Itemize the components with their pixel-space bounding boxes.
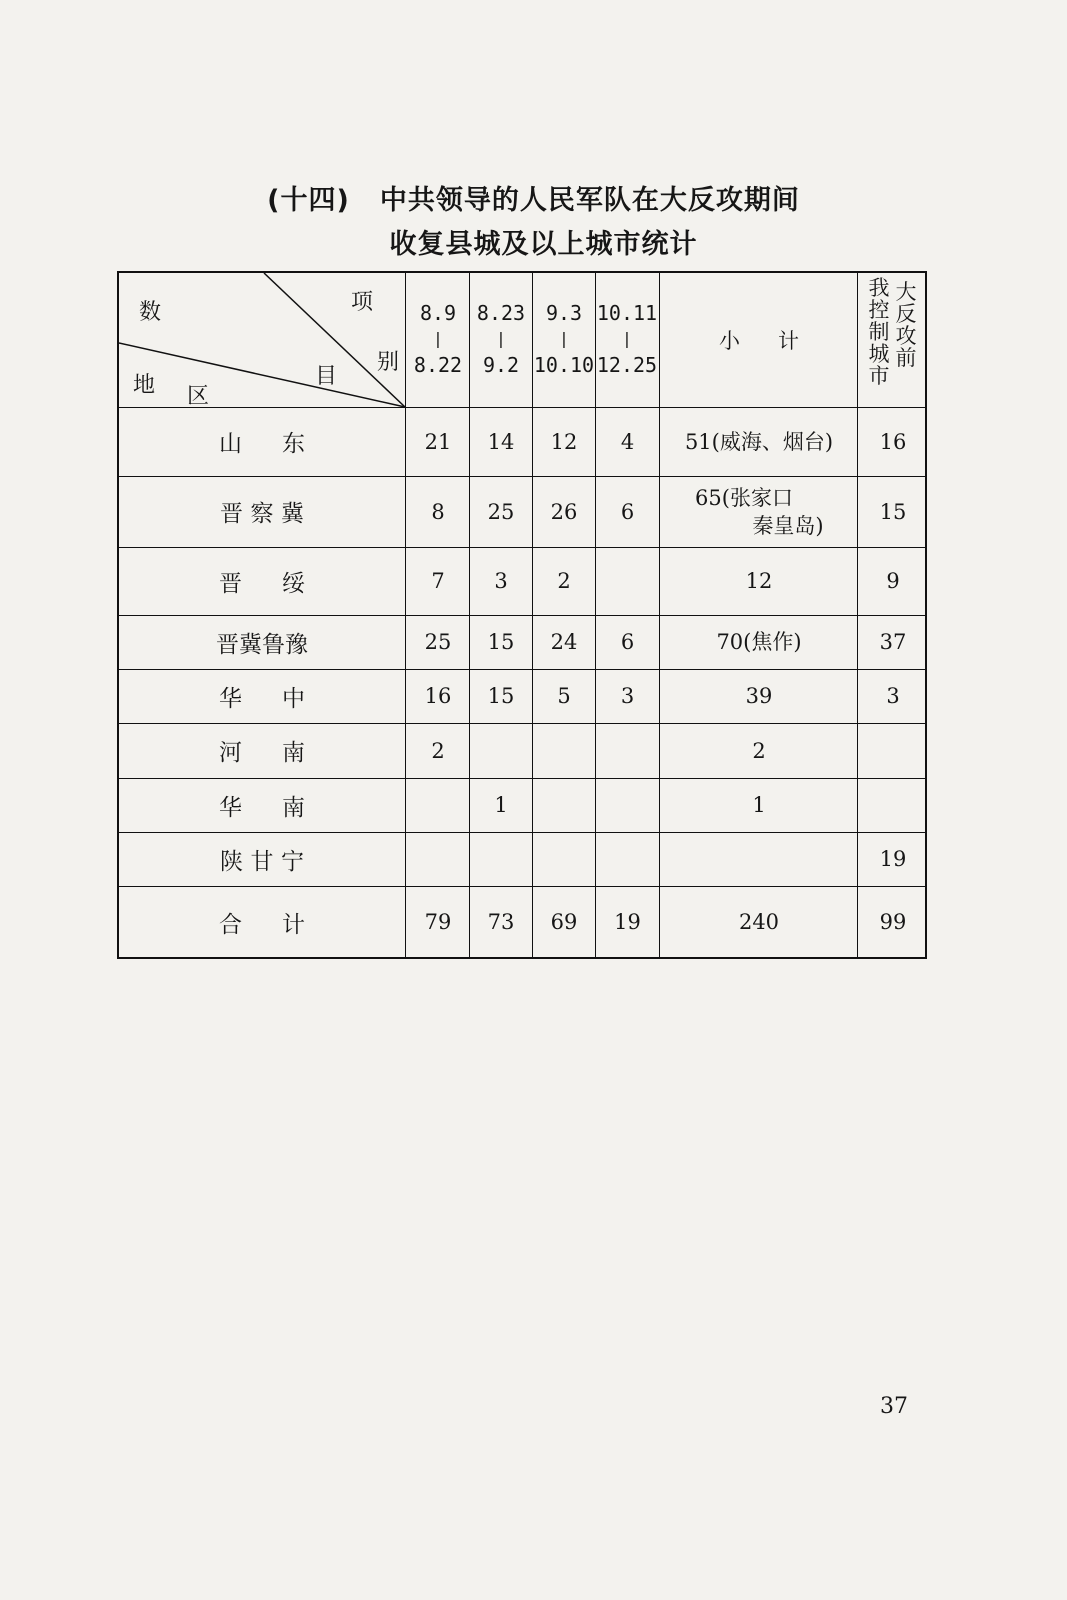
row-region-label: 华 南: [219, 794, 305, 821]
table-cell-value: 73: [487, 910, 515, 934]
table-cell-subtotal: 240: [738, 910, 780, 934]
table-cell-value: 4: [620, 429, 635, 454]
table-cell-value: 7: [431, 569, 445, 593]
table-cell-subtotal: 2: [752, 738, 766, 763]
table-cell-value: 79: [424, 910, 452, 934]
statistics-table: [117, 271, 927, 959]
table-cell-value: 26: [550, 499, 578, 524]
table-cell-value: 15: [487, 684, 515, 708]
row-region-label: 河 南: [219, 740, 305, 766]
controlled-cities-header: 我控制城市: [868, 276, 890, 388]
table-cell-value: 6: [620, 630, 635, 654]
table-cell-value: [470, 832, 532, 886]
table-cell-value: 15: [487, 630, 515, 654]
table-cell-subtotal: [661, 832, 857, 886]
corner-label-di: 地: [133, 373, 156, 398]
row-region-label: 陕 甘 宁: [220, 848, 304, 875]
row-region-label: 合 计: [219, 911, 305, 938]
table-cell-value: [596, 547, 659, 615]
table-cell-value: 6: [620, 499, 635, 524]
period-header-1: 8.9 | 8.22: [413, 301, 463, 377]
corner-label-mu: 目: [315, 364, 338, 389]
subtotal-header: 小 计: [719, 329, 799, 353]
row-region-label: 晋 察 冀: [220, 501, 304, 527]
table-cell-value: [407, 778, 469, 832]
table-cell-value: 24: [550, 630, 578, 654]
table-cell-value: 21: [424, 429, 452, 454]
table-cell-value: 1: [494, 793, 508, 817]
table-cell-value: 12: [550, 429, 578, 454]
row-region-label: 晋冀鲁豫: [216, 631, 308, 658]
table-cell-subtotal: 12: [745, 569, 773, 593]
before-offensive-header: 大反攻前: [895, 280, 917, 370]
table-cell-subtotal: 70(焦作): [716, 630, 802, 654]
table-cell-value: [533, 723, 595, 778]
page-title-line1: [0, 178, 1067, 217]
table-cell-value: 16: [424, 684, 452, 708]
table-cell-value: 8: [431, 499, 445, 524]
period-header-2: 8.23 | 9.2: [476, 301, 526, 377]
section-number: (十四): [267, 185, 350, 216]
table-cell-value: 3: [494, 569, 508, 593]
table-cell-value: 25: [424, 630, 452, 654]
table-cell-subtotal: 51(威海、烟台): [684, 429, 834, 454]
table-cell-value: 2: [557, 569, 571, 593]
table-cell-value: 69: [550, 910, 578, 934]
table-cell-value: [596, 832, 659, 886]
table-cell-value: [533, 832, 595, 886]
period-header-4: 10.11 | 12.25: [596, 301, 658, 377]
row-region-label: 晋 绥: [219, 570, 305, 597]
table-cell-value: 5: [557, 684, 571, 708]
table-cell-before-offensive: 15: [879, 499, 907, 524]
table-cell-before-offensive: 19: [879, 847, 907, 871]
table-cell-before-offensive: 99: [879, 910, 907, 934]
table-cell-value: 14: [487, 429, 515, 454]
table-cell-value: 19: [614, 910, 641, 934]
row-region-label: 山 东: [219, 431, 305, 457]
table-cell-subtotal: 65(张家口 秦皇岛): [695, 485, 824, 538]
table-cell-before-offensive: [859, 723, 927, 778]
table-cell-value: 3: [620, 684, 635, 708]
table-cell-value: [596, 723, 659, 778]
row-region-label: 华 中: [219, 685, 305, 712]
table-cell-value: [407, 832, 469, 886]
table-cell-value: 2: [431, 738, 445, 763]
table-cell-before-offensive: 3: [886, 684, 900, 708]
table-cell-value: [596, 778, 659, 832]
table-cell-subtotal: 1: [752, 793, 766, 817]
corner-label-bie: 别: [377, 350, 400, 375]
period-header-3: 9.3 | 10.10: [533, 301, 595, 377]
table-cell-value: 25: [487, 499, 515, 524]
table-cell-value: [533, 778, 595, 832]
table-cell-before-offensive: 9: [886, 569, 900, 593]
corner-label-shu: 数: [139, 300, 162, 325]
corner-label-xiang: 项: [351, 290, 374, 315]
table-cell-before-offensive: 37: [879, 630, 907, 654]
table-cell-subtotal: 39: [745, 684, 773, 708]
table-cell-before-offensive: 16: [879, 429, 907, 454]
page-number: 37: [880, 1394, 908, 1419]
corner-label-qu: 区: [187, 384, 210, 409]
table-cell-value: [470, 723, 532, 778]
table-cell-before-offensive: [859, 778, 927, 832]
page-title-line2: 收复县城及以上城市统计: [389, 229, 698, 260]
title-text-line1: 中共领导的人民军队在大反攻期间: [379, 185, 800, 216]
